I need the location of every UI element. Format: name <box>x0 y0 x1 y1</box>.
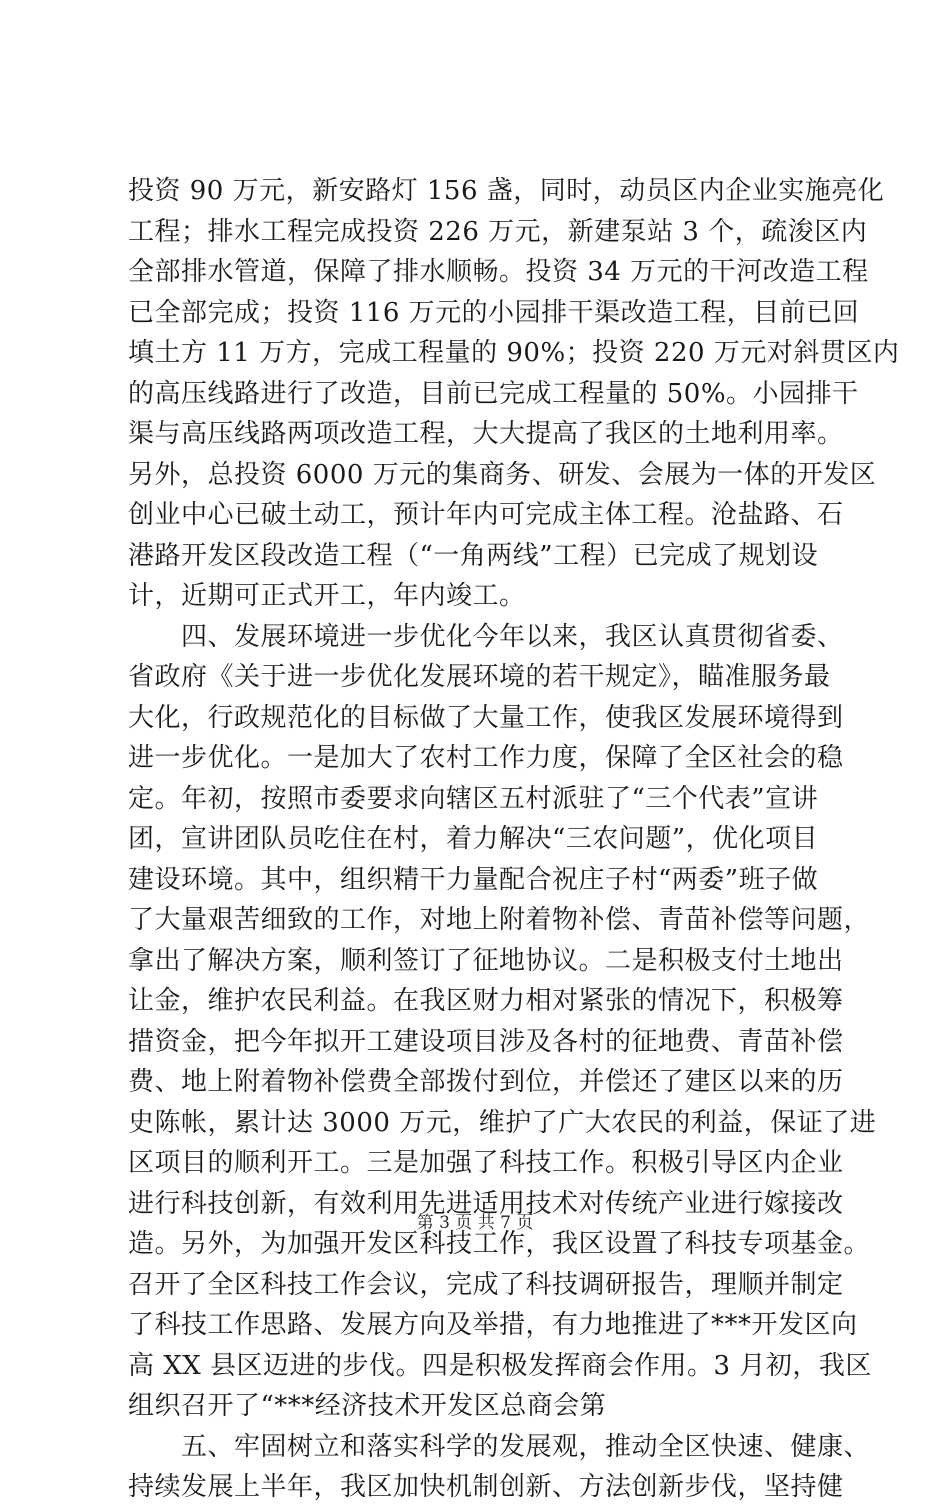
text-line: 港路开发区段改造工程（“一角两线”工程）已完成了规划设 <box>128 540 819 571</box>
text-line: 定。年初，按照市委要求向辖区五村派驻了“三个代表”宣讲 <box>128 783 819 814</box>
text-line: 召开了全区科技工作会议，完成了科技调研报告，理顺并制定 <box>128 1269 844 1300</box>
text-line: 另外，总投资 6000 万元的集商务、研发、会展为一体的开发区 <box>128 459 877 490</box>
body-text <box>128 171 900 1508</box>
text-line: 已全部完成；投资 116 万元的小园排干渠改造工程，目前已回 <box>128 297 860 328</box>
text-line: 史陈帐，累计达 3000 万元，维护了广大农民的利益，保证了进 <box>128 1107 877 1138</box>
text-line: 投资 90 万元，新安路灯 156 盏，同时，动员区内企业实施亮化 <box>128 176 885 206</box>
text-line: 拿出了解决方案，顺利签订了征地协议。二是积极支付土地出 <box>128 945 844 976</box>
text-line: 措资金，把今年拟开工建设项目涉及各村的征地费、青苗补偿 <box>128 1026 844 1057</box>
text-line: 工程；排水工程完成投资 226 万元，新建泵站 3 个，疏浚区内 <box>128 216 868 247</box>
text-line: 了科技工作思路、发展方向及举措，有力地推进了***开发区向 <box>128 1310 858 1340</box>
text-line: 让金，维护农民利益。在我区财力相对紧张的情况下，积极筹 <box>128 986 844 1016</box>
text-line: 了大量艰苦细致的工作，对地上附着物补偿、青苗补偿等问题， <box>128 905 871 935</box>
text-line: 四、发展环境进一步优化今年以来，我区认真贯彻省委、 <box>128 621 844 652</box>
text-line: 组织召开了“***经济技术开发区总商会第 <box>128 1391 607 1421</box>
text-line: 填土方 11 万方，完成工程量的 90%；投资 220 万元对斜贯区内 <box>128 338 900 368</box>
text-line: 持续发展上半年，我区加快机制创新、方法创新步伐，坚持健 <box>128 1472 844 1502</box>
text-line: 全部排水管道，保障了排水顺畅。投资 34 万元的干河改造工程 <box>128 257 869 287</box>
text-line: 进行科技创新，有效利用先进适用技术对传统产业进行嫁接改 <box>128 1188 844 1219</box>
text-line: 区项目的顺利开工。三是加强了科技工作。积极引导区内企业 <box>128 1148 844 1178</box>
text-line: 五、牢固树立和落实科学的发展观，推动全区快速、健康、 <box>128 1431 871 1462</box>
text-line: 高 XX 县区迈进的步伐。四是积极发挥商会作用。3 月初，我区 <box>128 1350 872 1381</box>
page-footer: 第 3 页 共 7 页 <box>416 1213 534 1233</box>
text-line: 创业中心已破土动工，预计年内可完成主体工程。沧盐路、石 <box>128 500 844 530</box>
text-line: 的高压线路进行了改造，目前已完成工程量的 50%。小园排干 <box>128 378 859 409</box>
text-line: 进一步优化。一是加大了农村工作力度，保障了全区社会的稳 <box>128 743 844 773</box>
text-line: 费、地上附着物补偿费全部拨付到位，并偿还了建区以来的历 <box>128 1067 844 1097</box>
text-line: 渠与高压线路两项改造工程，大大提高了我区的土地利用率。 <box>128 419 844 449</box>
text-line: 建设环境。其中，组织精干力量配合祝庄子村“两委”班子做 <box>128 864 819 895</box>
text-line: 大化，行政规范化的目标做了大量工作，使我区发展环境得到 <box>128 702 844 733</box>
text-line: 省政府《关于进一步优化发展环境的若干规定》，瞄准服务最 <box>128 662 831 692</box>
text-line: 团，宣讲团队员吃住在村，着力解决“三农问题”，优化项目 <box>128 824 819 854</box>
text-line: 计，近期可正式开工，年内竣工。 <box>128 581 526 611</box>
text-line: 造。另外，为加强开发区科技工作，我区设置了科技专项基金。 <box>128 1229 871 1259</box>
